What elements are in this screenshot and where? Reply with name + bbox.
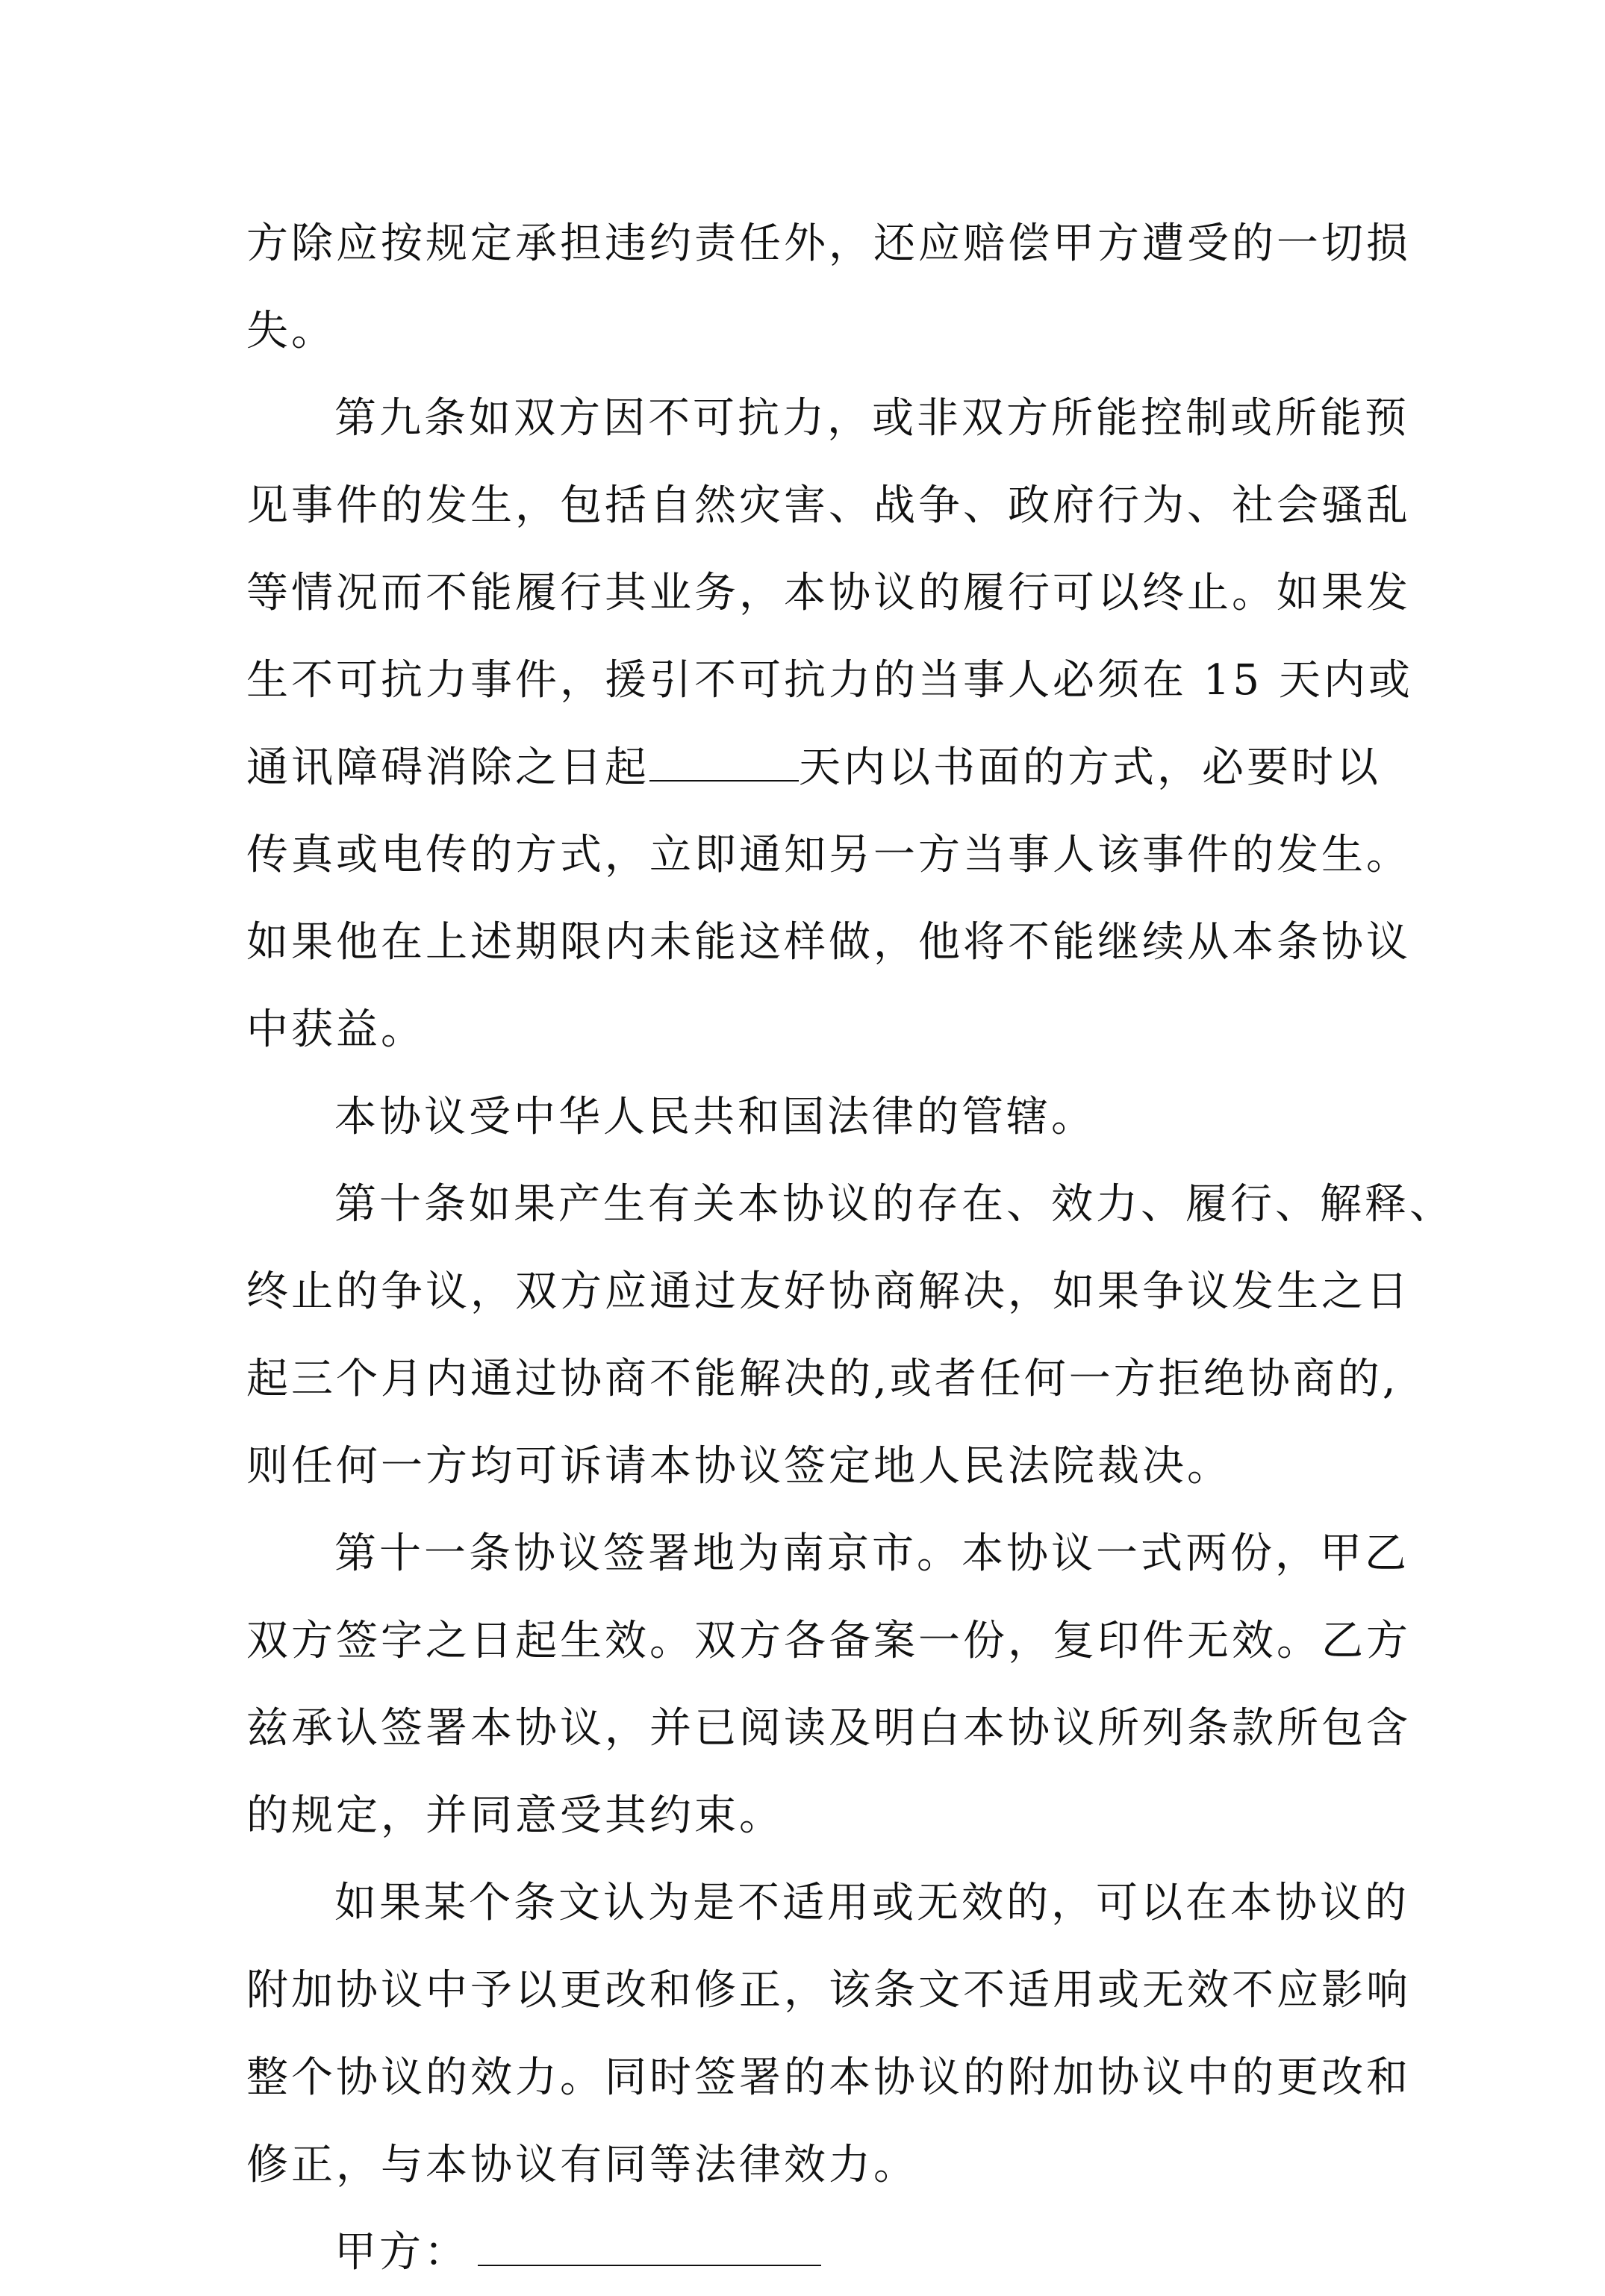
document-page (246, 200, 1454, 2296)
signature-line (246, 2209, 1374, 2296)
paragraph-article-11 (246, 1510, 1411, 1859)
text-line: 见事件的发生，包括自然灾害、战争、政府行为、社会骚乱 (246, 481, 1411, 530)
text-fragment: 天内以书面的方式，必要时以 (799, 743, 1381, 792)
text-line: 中获益。 (246, 1005, 426, 1054)
text-line: 终止的争议，双方应通过友好协商解决，如果争议发生之日 (246, 1267, 1411, 1316)
text-line: 第九条如双方因不可抗力，或非双方所能控制或所能预 (334, 394, 1409, 443)
party-a-signature-blank[interactable] (478, 2232, 821, 2266)
text-line: 第十一条协议签署地为南京市。本协议一式两份，甲乙 (334, 1529, 1409, 1578)
fill-in-blank-days[interactable] (649, 747, 799, 782)
text-line-with-blank (246, 724, 1381, 811)
text-line: 如果某个条文认为是不适用或无效的，可以在本协议的 (334, 1879, 1409, 1927)
text-line: 则任何一方均可诉请本协议签定地人民法院裁决。 (246, 1442, 1232, 1491)
text-line: 双方签字之日起生效。双方各备案一份，复印件无效。乙方 (246, 1617, 1411, 1665)
paragraph-severability (246, 1859, 1411, 2209)
text-line: 的规定，并同意受其约束。 (246, 1791, 784, 1840)
text-line: 方除应按规定承担违约责任外，还应赔偿甲方遭受的一切损 (246, 219, 1411, 268)
paragraph-article-9 (246, 375, 1413, 1073)
text-line: 附加协议中予以更改和修正，该条文不适用或无效不应影响 (246, 1966, 1411, 2015)
text-line: 第十条如果产生有关本协议的存在、效力、履行、解释、 (334, 1180, 1454, 1229)
text-line: 生不可抗力事件，援引不可抗力的当事人必须在 15 天内或 (246, 656, 1413, 705)
paragraph-breach-continued (246, 200, 1411, 375)
text-line: 本协议受中华人民共和国法律的管辖。 (334, 1093, 1096, 1141)
text-line: 修正，与本协议有同等法律效力。 (246, 2141, 918, 2189)
text-line: 失。 (246, 307, 336, 355)
text-line: 整个协议的效力。同时签署的本协议的附加协议中的更改和 (246, 2053, 1411, 2102)
party-a-label: 甲方： (334, 2228, 469, 2277)
text-line: 传真或电传的方式，立即通知另一方当事人该事件的发生。 (246, 831, 1411, 879)
text-fragment: 通讯障碍消除之日起 (246, 743, 649, 792)
text-line: 起三个月内通过协商不能解决的,或者任何一方拒绝协商的, (246, 1355, 1399, 1403)
paragraph-governing-law (246, 1073, 1374, 1161)
text-line: 如果他在上述期限内未能这样做，他将不能继续从本条协议 (246, 918, 1411, 967)
text-line: 兹承认签署本协议，并已阅读及明白本协议所列条款所包含 (246, 1704, 1411, 1753)
signature-block (246, 2209, 1374, 2296)
text-line: 等情况而不能履行其业务，本协议的履行可以终止。如果发 (246, 569, 1411, 617)
paragraph-article-10 (246, 1161, 1454, 1510)
